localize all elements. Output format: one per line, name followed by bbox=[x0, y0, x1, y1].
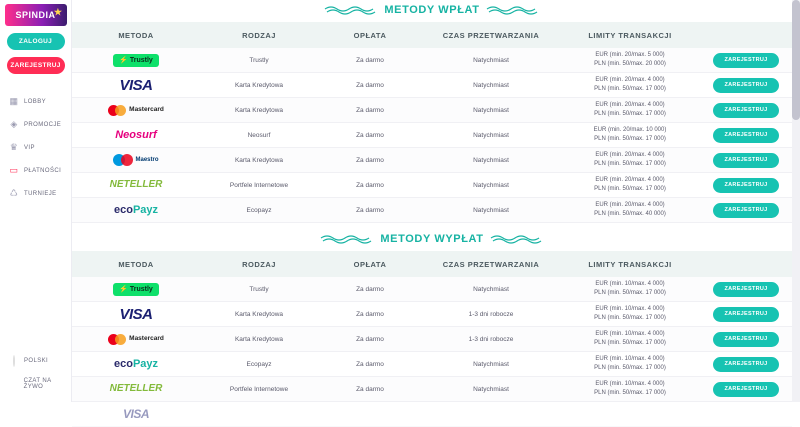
payment-logo-partial: VISA bbox=[122, 407, 149, 421]
cell-rodzaj: Neosurf bbox=[247, 131, 271, 139]
cell-oplata: Za darmo bbox=[356, 106, 384, 114]
payment-logo-mastercard: Mastercard bbox=[72, 105, 200, 116]
wave-right-icon bbox=[491, 235, 543, 243]
cell-czas: Natychmiast bbox=[473, 285, 509, 293]
site-logo[interactable] bbox=[5, 4, 67, 26]
cell-rodzaj: Trustly bbox=[249, 56, 269, 64]
limit-eur: EUR (min. 20/max. 10 000) bbox=[593, 127, 667, 133]
sidebar-bottom bbox=[0, 350, 71, 402]
live-chat-label: CZAT NA ŻYWO bbox=[23, 378, 52, 390]
cell-action bbox=[700, 128, 792, 143]
sidebar-item-vip[interactable] bbox=[0, 136, 71, 159]
limit-pln: PLN (min. 50/max. 17 000) bbox=[594, 365, 666, 371]
cell-limity bbox=[560, 101, 700, 119]
cell-action bbox=[700, 282, 792, 297]
table-row bbox=[72, 377, 792, 402]
scrollbar-thumb[interactable] bbox=[792, 0, 800, 120]
register-cta-button[interactable]: ZAREJESTRUJ bbox=[713, 103, 779, 118]
register-cta-button[interactable]: ZAREJESTRUJ bbox=[713, 128, 779, 143]
cell-oplata: Za darmo bbox=[356, 310, 384, 318]
table-row bbox=[72, 327, 792, 352]
cell-czas: Natychmiast bbox=[473, 206, 509, 214]
trustly-mark-icon: ⚡ bbox=[119, 56, 128, 64]
sidebar-item-lobby[interactable] bbox=[0, 90, 71, 113]
cell-action bbox=[700, 382, 792, 397]
cell-limity bbox=[560, 330, 700, 348]
limit-eur: EUR (min. 10/max. 4 000) bbox=[595, 281, 665, 287]
cell-czas: Natychmiast bbox=[473, 131, 509, 139]
table-row bbox=[72, 198, 792, 223]
main-content bbox=[72, 0, 792, 421]
sidebar-item-platnosci[interactable] bbox=[0, 159, 71, 182]
limit-pln: PLN (min. 50/max. 17 000) bbox=[594, 161, 666, 167]
withdrawals-table bbox=[72, 251, 792, 427]
language-label: POLSKI bbox=[24, 358, 49, 364]
gift-icon: ◈ bbox=[10, 119, 18, 129]
cell-oplata: Za darmo bbox=[356, 131, 384, 139]
cell-action bbox=[700, 153, 792, 168]
cell-limity bbox=[560, 176, 700, 194]
deposits-section-title bbox=[72, 0, 792, 16]
limit-eur: EUR (min. 10/max. 4 000) bbox=[595, 306, 665, 312]
cell-action bbox=[700, 78, 792, 93]
cell-rodzaj: Karta Kredytowa bbox=[234, 156, 284, 164]
payment-logo-neosurf: Neosurf bbox=[115, 128, 157, 141]
register-cta-button[interactable]: ZAREJESTRUJ bbox=[713, 357, 779, 372]
payment-logo-trustly: ⚡ Trustly bbox=[72, 54, 200, 67]
withdrawals-section-title bbox=[72, 223, 792, 245]
table-row bbox=[72, 48, 792, 73]
logo-text: SPINDIA bbox=[15, 10, 56, 20]
deposits-title-text: METODY WPŁAT bbox=[384, 4, 480, 16]
trophy-icon: ♺ bbox=[9, 188, 19, 198]
flag-pl-icon bbox=[9, 356, 19, 366]
limit-pln: PLN (min. 50/max. 17 000) bbox=[594, 290, 666, 296]
limit-pln: PLN (min. 50/max. 17 000) bbox=[594, 86, 666, 92]
column-header-oplata: OPŁATA bbox=[353, 259, 387, 269]
cell-action bbox=[700, 203, 792, 218]
cell-action bbox=[700, 357, 792, 372]
register-cta-button[interactable]: ZAREJESTRUJ bbox=[713, 78, 779, 93]
live-chat-button[interactable] bbox=[0, 372, 71, 396]
sidebar-nav bbox=[0, 90, 71, 205]
limit-pln: PLN (min. 50/max. 17 000) bbox=[594, 340, 666, 346]
cell-rodzaj: Portfele Internetowe bbox=[229, 181, 289, 189]
wave-right-icon bbox=[487, 6, 539, 14]
wave-left-icon bbox=[321, 235, 373, 243]
sidebar-item-turnieje[interactable] bbox=[0, 182, 71, 205]
cell-action bbox=[700, 307, 792, 322]
limit-pln: PLN (min. 50/max. 40 000) bbox=[594, 211, 666, 217]
column-header-rodzaj: RODZAJ bbox=[242, 259, 276, 269]
payment-logo-visa: VISA bbox=[119, 76, 153, 94]
deposits-table-header bbox=[72, 22, 792, 48]
deposits-table bbox=[72, 22, 792, 223]
withdrawals-table-header bbox=[72, 251, 792, 277]
cell-limity bbox=[560, 305, 700, 323]
limit-pln: PLN (min. 50/max. 17 000) bbox=[594, 390, 666, 396]
limit-pln: PLN (min. 50/max. 17 000) bbox=[594, 136, 666, 142]
cell-action bbox=[700, 53, 792, 68]
cell-limity bbox=[560, 76, 700, 94]
table-row bbox=[72, 148, 792, 173]
cell-limity bbox=[560, 151, 700, 169]
register-button[interactable]: ZAREJESTRUJ bbox=[7, 57, 65, 74]
limit-eur: EUR (min. 20/max. 4 000) bbox=[595, 102, 665, 108]
cell-action bbox=[700, 332, 792, 347]
column-header-metoda: METODA bbox=[118, 259, 154, 269]
limit-eur: EUR (min. 20/max. 4 000) bbox=[595, 77, 665, 83]
cell-czas: Natychmiast bbox=[473, 360, 509, 368]
cell-limity bbox=[560, 380, 700, 398]
limit-pln: PLN (min. 50/max. 17 000) bbox=[594, 186, 666, 192]
cell-czas: Natychmiast bbox=[473, 181, 509, 189]
column-header-czas: CZAS PRZETWARZANIA bbox=[442, 259, 540, 269]
register-cta-button[interactable]: ZAREJESTRUJ bbox=[713, 307, 779, 322]
cell-rodzaj: Trustly bbox=[249, 285, 269, 293]
table-row bbox=[72, 277, 792, 302]
sidebar-item-label: PŁATNOŚCI bbox=[24, 167, 62, 174]
payment-logo-visa: VISA bbox=[119, 305, 153, 323]
page-scrollbar[interactable] bbox=[792, 0, 800, 402]
table-row bbox=[72, 302, 792, 327]
payment-logo-ecopayz: ecoPayz bbox=[113, 357, 159, 370]
register-cta-button[interactable]: ZAREJESTRUJ bbox=[713, 282, 779, 297]
table-row bbox=[72, 98, 792, 123]
limit-pln: PLN (min. 50/max. 20 000) bbox=[594, 61, 666, 67]
payment-logo-maestro: Maestro bbox=[72, 154, 200, 166]
cell-oplata: Za darmo bbox=[356, 360, 384, 368]
table-row bbox=[72, 402, 792, 427]
cell-rodzaj: Karta Kredytowa bbox=[234, 81, 284, 89]
cell-czas: Natychmiast bbox=[473, 385, 509, 393]
cell-oplata: Za darmo bbox=[356, 156, 384, 164]
payment-logo-mastercard: Mastercard bbox=[72, 334, 200, 345]
language-selector[interactable] bbox=[0, 350, 71, 372]
payment-logo-neteller: NETELLER bbox=[109, 179, 163, 190]
wave-left-icon bbox=[325, 6, 377, 14]
cell-czas: Natychmiast bbox=[473, 156, 509, 164]
limit-eur: EUR (min. 20/max. 4 000) bbox=[595, 152, 665, 158]
crown-icon: ♛ bbox=[9, 142, 19, 152]
sidebar-item-label: LOBBY bbox=[24, 98, 47, 105]
cell-oplata: Za darmo bbox=[356, 81, 384, 89]
withdrawals-title-text: METODY WYPŁAT bbox=[380, 233, 484, 245]
cell-limity bbox=[560, 201, 700, 219]
card-icon: ▭ bbox=[9, 165, 19, 175]
mastercard-circles-icon bbox=[108, 334, 126, 345]
cell-oplata: Za darmo bbox=[356, 56, 384, 64]
column-header-limity: LIMITY TRANSAKCJI bbox=[588, 30, 672, 40]
column-header-limity: LIMITY TRANSAKCJI bbox=[588, 259, 672, 269]
cell-limity bbox=[560, 51, 700, 69]
table-row bbox=[72, 173, 792, 198]
grid-icon: ▦ bbox=[9, 96, 19, 106]
cell-action bbox=[700, 178, 792, 193]
table-row bbox=[72, 123, 792, 148]
limit-eur: EUR (min. 20/max. 4 000) bbox=[595, 177, 665, 183]
sidebar-item-promocje[interactable] bbox=[0, 113, 71, 136]
star-icon: ★ bbox=[53, 7, 63, 17]
cell-czas: 1-3 dni robocze bbox=[468, 335, 514, 343]
cell-rodzaj: Ecopayz bbox=[246, 360, 272, 368]
column-header-oplata: OPŁATA bbox=[353, 30, 387, 40]
table-row bbox=[72, 73, 792, 98]
cell-czas: Natychmiast bbox=[473, 106, 509, 114]
sidebar-item-label: TURNIEJE bbox=[24, 190, 57, 197]
register-cta-button[interactable]: ZAREJESTRUJ bbox=[713, 332, 779, 347]
limit-eur: EUR (min. 10/max. 4 000) bbox=[595, 381, 665, 387]
cell-rodzaj: Karta Kredytowa bbox=[234, 335, 284, 343]
cell-czas: Natychmiast bbox=[473, 56, 509, 64]
cell-limity bbox=[560, 126, 700, 144]
maestro-circles-icon bbox=[113, 154, 133, 166]
limit-eur: EUR (min. 10/max. 4 000) bbox=[595, 331, 665, 337]
register-cta-button[interactable]: ZAREJESTRUJ bbox=[713, 53, 779, 68]
payment-logo-ecopayz: ecoPayz bbox=[113, 203, 159, 216]
trustly-mark-icon: ⚡ bbox=[119, 285, 128, 293]
cell-czas: 1-3 dni robocze bbox=[468, 310, 514, 318]
payment-logo-neteller: NETELLER bbox=[109, 383, 163, 394]
cell-czas: Natychmiast bbox=[473, 81, 509, 89]
register-cta-button[interactable]: ZAREJESTRUJ bbox=[713, 178, 779, 193]
limit-eur: EUR (min. 10/max. 4 000) bbox=[595, 356, 665, 362]
cell-oplata: Za darmo bbox=[356, 385, 384, 393]
cell-limity bbox=[560, 280, 700, 298]
limit-eur: EUR (min. 20/max. 5 000) bbox=[595, 52, 665, 58]
column-header-metoda: METODA bbox=[118, 30, 154, 40]
register-cta-button[interactable]: ZAREJESTRUJ bbox=[713, 382, 779, 397]
cell-oplata: Za darmo bbox=[356, 206, 384, 214]
limit-pln: PLN (min. 50/max. 17 000) bbox=[594, 315, 666, 321]
cell-oplata: Za darmo bbox=[356, 285, 384, 293]
sidebar-item-label: PROMOCJE bbox=[24, 121, 62, 128]
cell-oplata: Za darmo bbox=[356, 335, 384, 343]
mastercard-circles-icon bbox=[108, 105, 126, 116]
limit-eur: EUR (min. 20/max. 4 000) bbox=[595, 202, 665, 208]
column-header-rodzaj: RODZAJ bbox=[242, 30, 276, 40]
cell-oplata: Za darmo bbox=[356, 181, 384, 189]
register-cta-button[interactable]: ZAREJESTRUJ bbox=[713, 153, 779, 168]
login-button[interactable]: ZALOGUJ bbox=[7, 33, 65, 50]
sidebar-item-label: VIP bbox=[24, 144, 35, 151]
cell-rodzaj: Karta Kredytowa bbox=[234, 310, 284, 318]
sidebar bbox=[0, 0, 72, 402]
cell-limity bbox=[560, 355, 700, 373]
table-row bbox=[72, 352, 792, 377]
register-cta-button[interactable]: ZAREJESTRUJ bbox=[713, 203, 779, 218]
cell-rodzaj: Portfele Internetowe bbox=[229, 385, 289, 393]
cell-rodzaj: Ecopayz bbox=[246, 206, 272, 214]
cell-action bbox=[700, 103, 792, 118]
cell-rodzaj: Karta Kredytowa bbox=[234, 106, 284, 114]
column-header-czas: CZAS PRZETWARZANIA bbox=[442, 30, 540, 40]
limit-pln: PLN (min. 50/max. 17 000) bbox=[594, 111, 666, 117]
payment-logo-trustly: ⚡ Trustly bbox=[72, 283, 200, 296]
